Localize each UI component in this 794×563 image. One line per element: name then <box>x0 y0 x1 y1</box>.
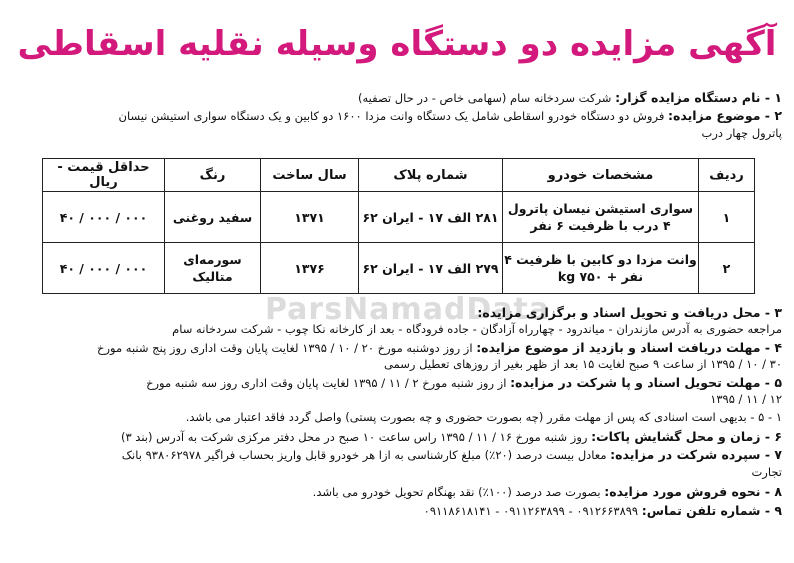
col-header-plate: شماره پلاک <box>359 159 503 192</box>
col-header-min-price: حداقل قیمت - ریال <box>43 159 165 192</box>
cell-vehicle-spec: وانت مزدا دو کابین با ظرفیت ۴ نفر + ۷۵۰ kg <box>503 243 699 294</box>
col-header-color: رنگ <box>165 159 261 192</box>
notice-title: آگهی مزایده دو دستگاه وسیله نقلیه اسقاطی <box>17 24 777 64</box>
watermark-text: ParsNamadData <box>265 292 551 327</box>
cell-color: سورمه‌ای متالیک <box>165 243 261 294</box>
col-header-vehicle-spec: مشخصات خودرو <box>503 159 699 192</box>
section-5-1: ۱ - ۵ - بدیهی است اسنادی که پس از مهلت مقرر (چه بصورت حضوری و چه بصورت پستی) واصل گردد فاقد اعتبار می باشد. <box>185 410 782 424</box>
section-8: ۸ - نحوه فروش مورد مزایده: بصورت صد درصد (۱۰۰٪) نقد بهنگام تحویل خودرو می باشد. <box>312 484 782 499</box>
cell-row-number: ۱ <box>699 192 755 243</box>
cell-color: سفید روغنی <box>165 192 261 243</box>
col-header-year: سال ساخت <box>261 159 359 192</box>
section-4: ۴ - مهلت دریافت اسناد و بازدید از موضوع مزایده: از روز دوشنبه مورخ ۲۰ / ۱۰ / ۱۳۹۵ لغایت پایان وقت اداری روز پنج شنبه مورخ <box>97 340 782 355</box>
line-organizer: ۱ - نام دستگاه مزایده گزار: شرکت سردخانه سام (سهامی خاص - در حال تصفیه) <box>358 90 782 105</box>
line-subject-cont: پاترول چهار درب <box>701 126 782 140</box>
section-9-phone: ۹ - شماره تلفن تماس: ۰۹۱۲۶۶۳۸۹۹ - ۰۹۱۱۲۶۳۸۹۹ - ۰۹۱۱۸۶۱۸۱۴۱ <box>423 503 782 518</box>
cell-year: ۱۳۷۶ <box>261 243 359 294</box>
cell-year: ۱۳۷۱ <box>261 192 359 243</box>
section-4-cont: ۳۰ / ۱۰ / ۱۳۹۵ از ساعت ۹ صبح لغایت ۱۵ بعد از ظهر بغیر از روزهای تعطیل رسمی <box>384 357 782 371</box>
cell-vehicle-spec: سواری استیشن نیسان پاترول ۴ درب با ظرفیت ۶ نفر <box>503 192 699 243</box>
col-header-row-number: ردیف <box>699 159 755 192</box>
section-3-heading: ۳ - محل دریافت و تحویل اسناد و برگزاری مزایده: <box>477 305 782 320</box>
table-row <box>43 243 755 294</box>
table-header-row <box>43 159 755 192</box>
cell-min-price: ۰۰۰ / ۰۰۰ / ۴۰ <box>43 243 165 294</box>
section-5: ۵ - مهلت تحویل اسناد و پا شرکت در مزایده: از روز شنبه مورخ ۲ / ۱۱ / ۱۳۹۵ لغایت پایان وقت اداری روز سه شنبه مورخ <box>146 375 782 390</box>
cell-row-number: ۲ <box>699 243 755 294</box>
line-subject: ۲ - موضوع مزایده: فروش دو دستگاه خودرو اسقاطی شامل یک دستگاه وانت مزدا ۱۶۰۰ دو کابین و یک دستگاه سواری استیشن نیسان <box>118 108 782 123</box>
cell-plate: ۲۸۱ الف ۱۷ - ایران ۶۲ <box>359 192 503 243</box>
section-7: ۷ - سپرده شرکت در مزایده: معادل بیست درصد (۲۰٪) مبلغ کارشناسی به ازا هر خودرو قابل واریز بحساب فراگیر ۹۳۸۰۶۲۹۷۸ بانک <box>121 447 782 462</box>
cell-plate: ۲۷۹ الف ۱۷ - ایران ۶۲ <box>359 243 503 294</box>
section-3-address: مراجعه حضوری به آدرس مازندران - میاندرود - چهارراه آزادگان - جاده فرودگاه - بعد از کارخانه نکا چوب - شرکت سردخانه سام <box>172 322 782 336</box>
vehicles-table <box>42 158 755 294</box>
section-5-cont: ۱۲ / ۱۱ / ۱۳۹۵ <box>710 392 782 406</box>
cell-min-price: ۰۰۰ / ۰۰۰ / ۴۰ <box>43 192 165 243</box>
section-6: ۶ - زمان و محل گشایش پاکات: روز شنبه مورخ ۱۶ / ۱۱ / ۱۳۹۵ راس ساعت ۱۰ صبح در محل دفتر مرکزی شرکت به آدرس (بند ۳) <box>120 429 782 444</box>
section-7-cont: تجارت <box>751 465 782 479</box>
table-row <box>43 192 755 243</box>
